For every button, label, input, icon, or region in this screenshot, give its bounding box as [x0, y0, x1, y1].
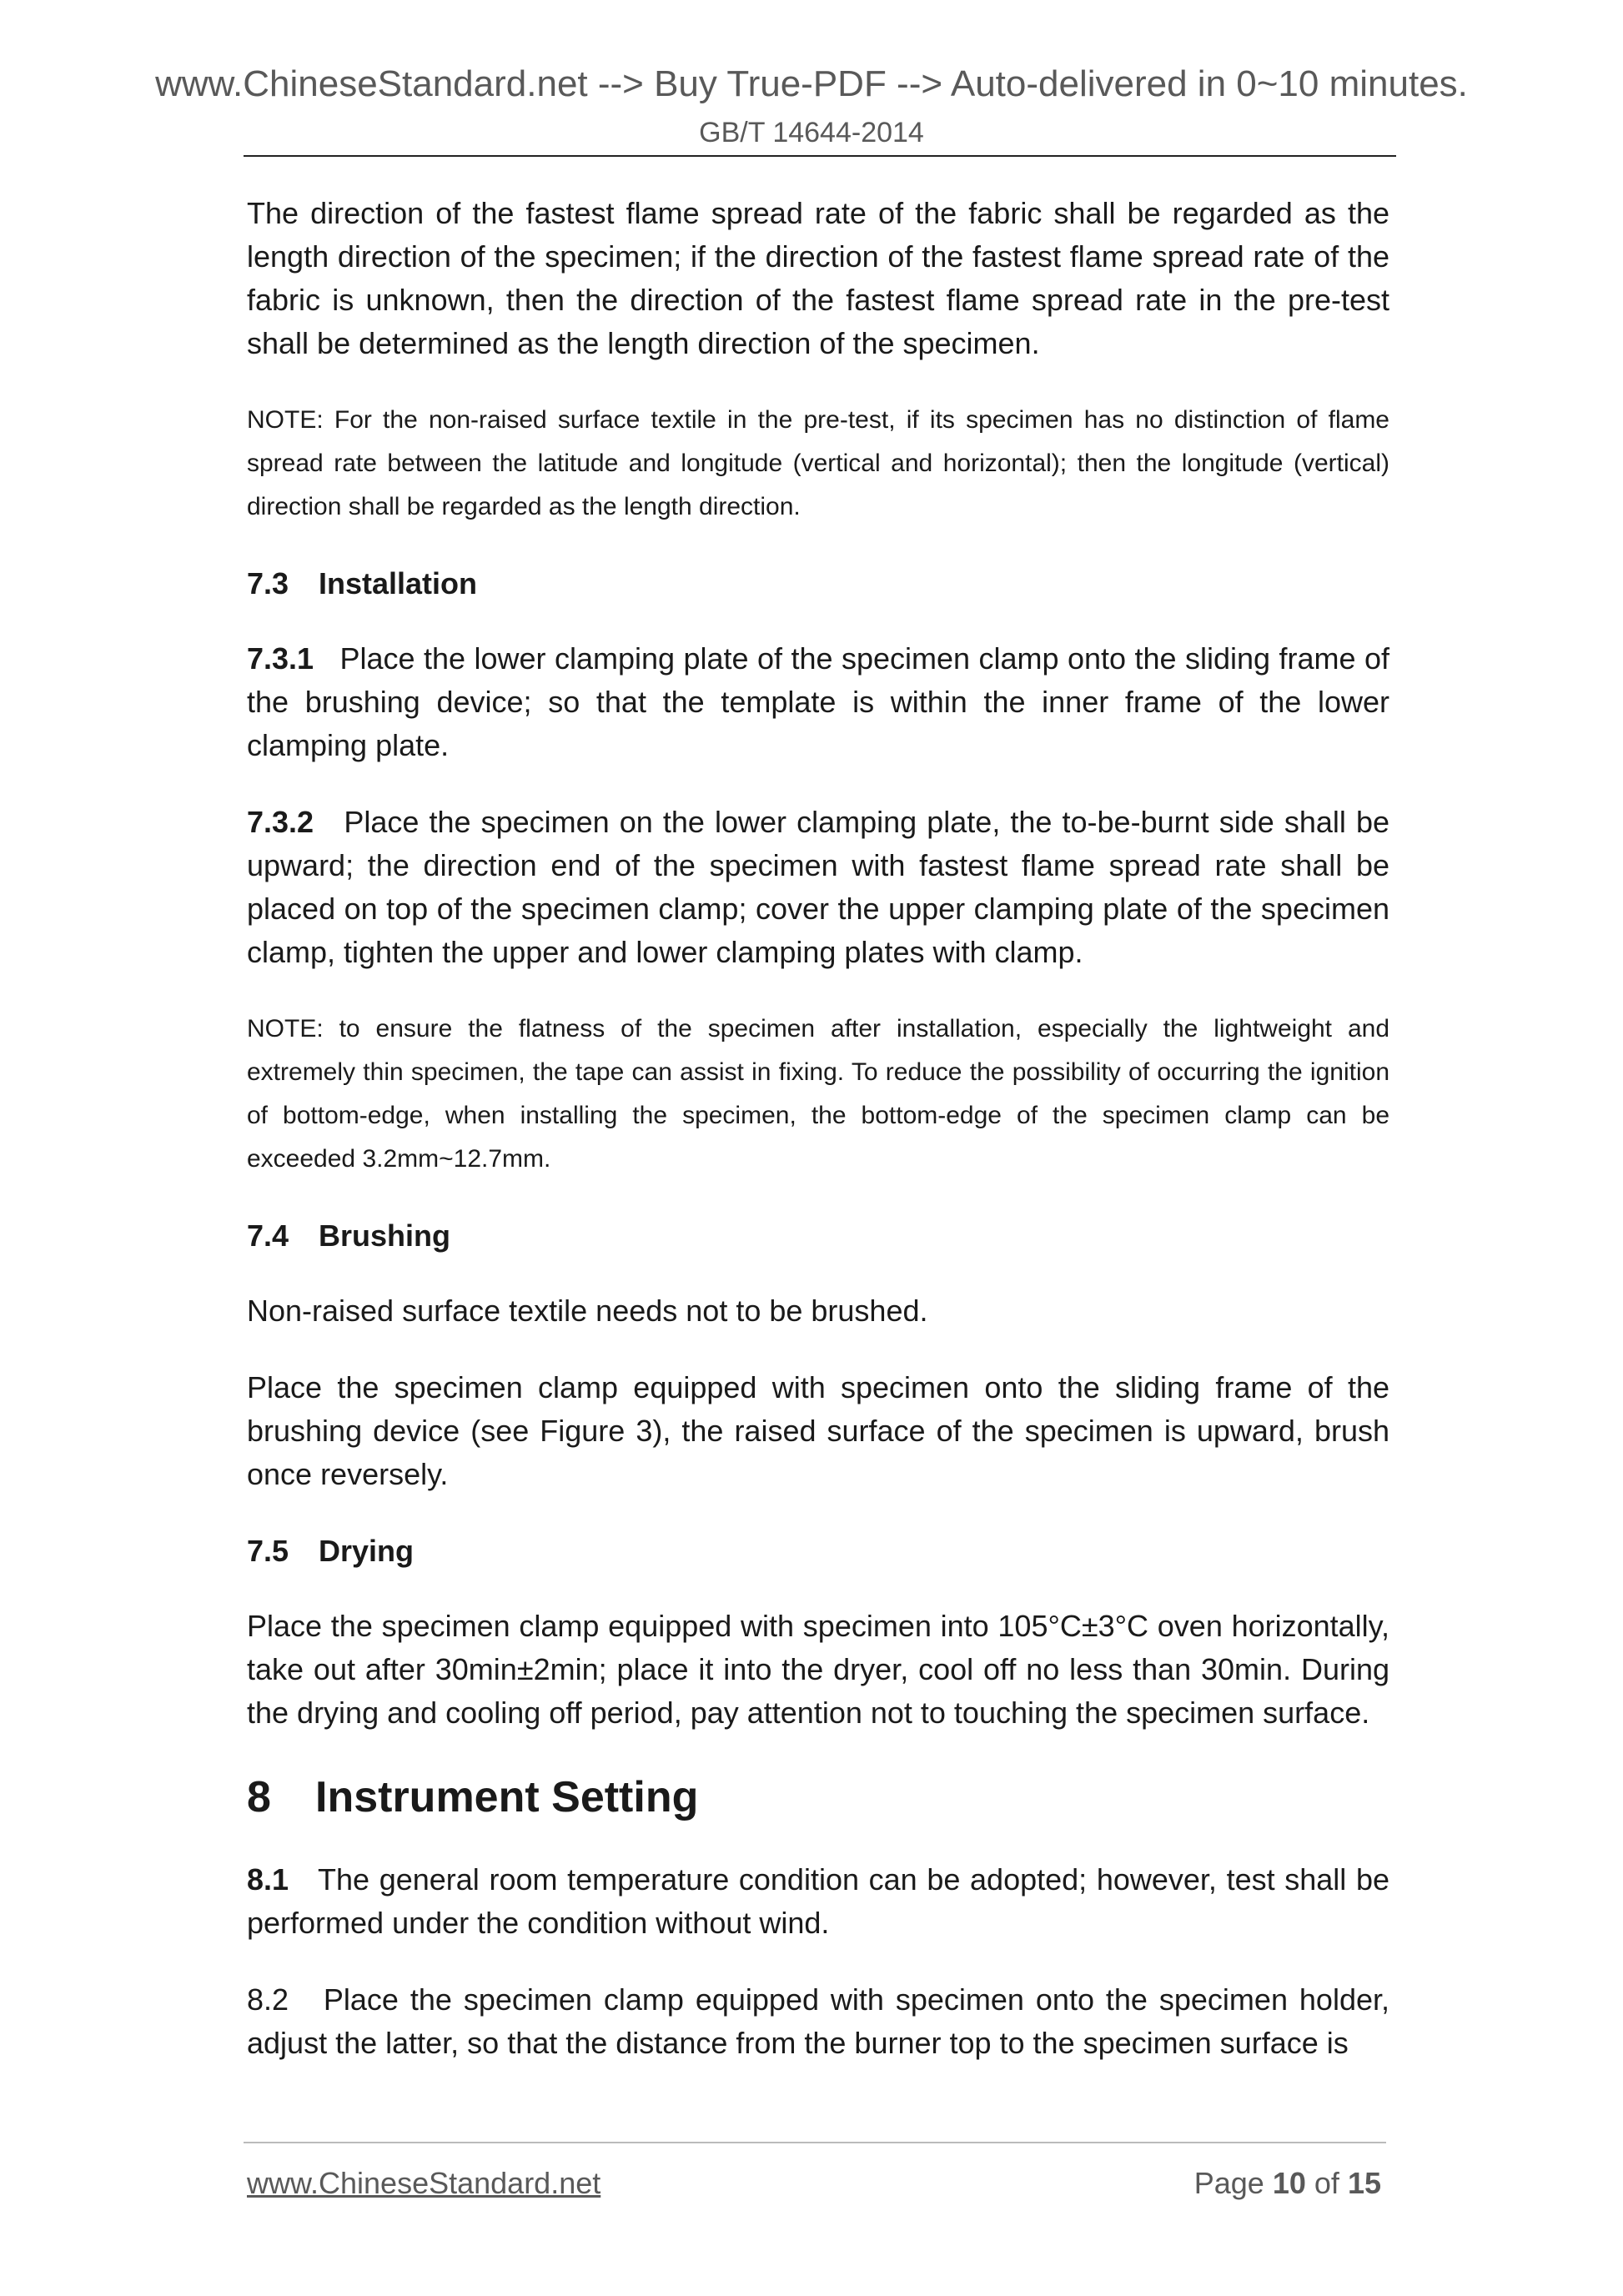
section-number: 7.3 — [247, 566, 289, 600]
clause-7-3-2 — [247, 801, 1389, 974]
clause-text: Place the lower clamping plate of the specimen clamp onto the sliding frame of the brushing device; so that the template is within the inner frame of the lower clamping plate. — [247, 641, 1390, 762]
footer-site-link[interactable]: www.ChineseStandard.net — [247, 2166, 601, 2200]
section-heading-7-3 — [247, 562, 1389, 605]
paragraph-brush: Place the specimen clamp equipped with specimen onto the sliding frame of the brushing device (see Figure 3), the raised surface of the specimen is upward, brush once reversely. — [247, 1370, 1389, 1491]
page-label: Page — [1193, 2166, 1264, 2200]
chapter-title: Instrument Setting — [315, 1773, 699, 1821]
paragraph-nonraised: Non-raised surface textile needs not to be brushed. — [247, 1294, 928, 1328]
footer-divider — [244, 2142, 1386, 2143]
clause-text: Place the specimen on the lower clamping plate, the to-be-burnt side shall be upward; the direction end of the specimen with fastest flame spread rate shall be placed on top of the specimen clamp; cover the upper clamping plate of the specimen clamp, tighten the upper and lower clamping plates with clamp. — [247, 805, 1389, 969]
page-current: 10 — [1272, 2166, 1306, 2200]
standard-number: GB/T 14644-2014 — [699, 117, 924, 148]
header-divider — [244, 155, 1396, 157]
clause-text: The general room temperature condition can be adopted; however, test shall be performed under the condition without wind. — [247, 1862, 1389, 1940]
header-banner: www.ChineseStandard.net --> Buy True-PDF --> Auto-delivered in 0~10 minutes. — [155, 63, 1468, 104]
clause-number: 7.3.2 — [247, 805, 314, 839]
paragraph-drying: Place the specimen clamp equipped with specimen into 105°C±3°C oven horizontally, take out after 30min±2min; place it into the dryer, cool off no less than 30min. During the drying and cooling off period, pay attention not to touching the specimen surface. — [247, 1609, 1389, 1730]
clause-7-3-1 — [247, 637, 1389, 767]
clause-number: 8.2 — [247, 1982, 289, 2017]
page-of: of — [1314, 2166, 1339, 2200]
paragraph-length-direction: The direction of the fastest flame spread rate of the fabric shall be regarded as the length direction of the specimen; if the direction of the fastest flame spread rate of the fabric is unknown, then the direction of the fastest flame spread rate in the pre-test shall be determined as the length direction of the specimen. — [247, 196, 1389, 360]
clause-8-2 — [247, 1978, 1389, 2065]
page-indicator — [1194, 2166, 1381, 2201]
clause-number: 8.1 — [247, 1862, 289, 1897]
section-heading-7-5 — [247, 1530, 1389, 1573]
section-title: Drying — [319, 1534, 415, 1568]
section-title: Brushing — [319, 1218, 450, 1253]
chapter-number: 8 — [247, 1773, 271, 1821]
section-number: 7.4 — [247, 1218, 289, 1253]
document-body — [247, 192, 1389, 2098]
page-total: 15 — [1347, 2166, 1381, 2200]
note-pretest: NOTE: For the non-raised surface textile in the pre-test, if its specimen has no distinction of flame spread rate between the latitude and longitude (vertical and horizontal); then the longitude (vertical) direction shall be regarded as the length direction. — [247, 406, 1389, 520]
section-heading-7-4 — [247, 1214, 1389, 1258]
clause-8-1 — [247, 1858, 1389, 1945]
clause-number: 7.3.1 — [247, 641, 314, 676]
chapter-heading-8 — [247, 1768, 1389, 1826]
section-title: Installation — [319, 566, 478, 600]
note-flatness: NOTE: to ensure the flatness of the specimen after installation, especially the lightweight and extremely thin specimen, the tape can assist in fixing. To reduce the possibility of occurring the ignition of bottom-edge, when installing the specimen, the bottom-edge of the specimen clamp can be exceeded 3.2mm~12.7mm. — [247, 1015, 1389, 1173]
section-number: 7.5 — [247, 1534, 289, 1568]
clause-text: Place the specimen clamp equipped with specimen onto the specimen holder, adjust the latter, so that the distance from the burner top to the specimen surface is — [247, 1982, 1389, 2060]
